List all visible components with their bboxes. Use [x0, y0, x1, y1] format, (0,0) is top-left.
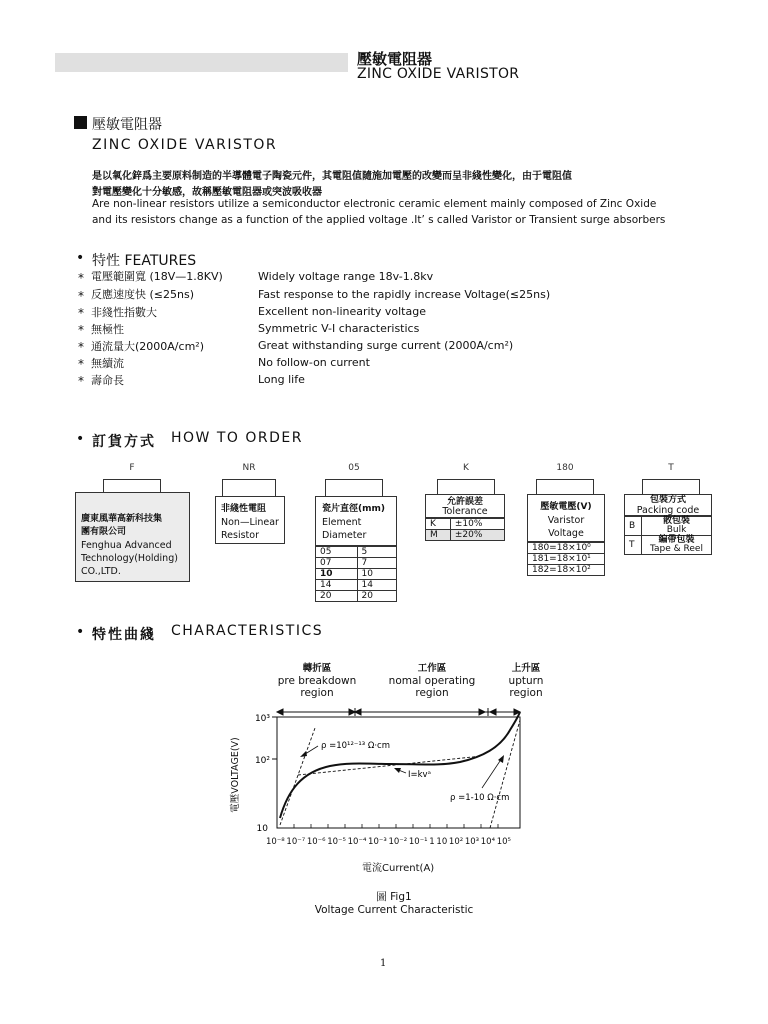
intro-zh-line2: 對電壓變化十分敏感，故稱壓敏電阻器或突波吸收器 [92, 187, 322, 198]
dashed-asymptote [280, 728, 315, 825]
region-zh: 轉折區 [302, 663, 332, 674]
table-row [528, 554, 605, 565]
table-cell: 14 [357, 580, 396, 591]
resistor-zh: 非綫性電阻 [221, 504, 267, 514]
table-cell: B [625, 517, 642, 536]
table-cell: 181=18×10¹ [528, 554, 605, 565]
region-label [496, 663, 556, 699]
char-title-en: CHARACTERISTICS [171, 623, 324, 639]
table-cell: K [426, 519, 451, 530]
table-cell: ±10% [450, 519, 504, 530]
vi-curve-chart [220, 700, 540, 860]
feature-zh: 無極性 [91, 323, 124, 336]
arrow-head [300, 751, 307, 757]
y-tick-label: 10² [254, 756, 270, 766]
arrow-head [394, 768, 401, 773]
table-row [625, 536, 712, 555]
table-cell: 05 [316, 547, 358, 558]
table-cell: 20 [316, 591, 358, 602]
table-row [426, 519, 505, 530]
order-bracket [536, 479, 594, 480]
table-cell: 20 [357, 591, 396, 602]
chart-xticks: 10⁻⁸ 10⁻⁷ 10⁻⁶ 10⁻⁵ 10⁻⁴ 10⁻³ 10⁻² 10⁻¹ 1 10 10² 10³ 10⁴ 10⁵ [266, 837, 511, 847]
order-code: F [129, 463, 135, 473]
order-bracket [160, 479, 161, 492]
region-label [262, 663, 372, 699]
chart-ylabel: 電壓VOLTAGE(V) [230, 737, 241, 813]
table-row [316, 591, 397, 602]
voltage-box [527, 494, 605, 542]
annotation-rho-low: ρ =1-10 Ω·cm [450, 793, 510, 803]
table-cell: ±20% [450, 530, 504, 541]
char-title-zh: 特性曲綫 [92, 627, 156, 643]
order-bracket [325, 479, 326, 496]
table-row [316, 558, 397, 569]
order-bracket [593, 479, 594, 494]
chart-xlabel: 電流Current(A) [362, 863, 435, 874]
y-tick-label: 10³ [254, 714, 270, 724]
order-bracket [437, 479, 495, 480]
table-cell: 7 [357, 558, 396, 569]
region-en2: region [509, 687, 543, 699]
voltage-en2: Voltage [548, 528, 584, 539]
x-ticks [294, 824, 498, 828]
feature-star: * [78, 374, 84, 388]
order-bullet: • [76, 431, 85, 447]
resistor-box [215, 496, 285, 544]
region-arrows [277, 708, 520, 716]
feature-zh: 無續流 [91, 357, 124, 370]
intro-zh-line1: 是以氧化鋅爲主要原料制造的半導體電子陶瓷元件，其電阻值隨施加電壓的改變而呈非綫性變化，由于電阻值 [92, 171, 572, 182]
resistor-en1: Non—Linear [221, 517, 279, 528]
features-title: 特性 FEATURES [92, 253, 197, 269]
table-row [528, 543, 605, 554]
feature-star: * [78, 271, 84, 285]
region-zh: 工作區 [417, 663, 447, 674]
annotation-i: I=kvᵃ [408, 770, 431, 780]
feature-en: No follow-on current [258, 356, 370, 369]
order-bracket [699, 479, 700, 494]
feature-en: Excellent non-linearity voltage [258, 305, 426, 318]
packing-row-zh: 編帶包裝 [658, 535, 695, 545]
voltage-zh: 壓敏電壓(V) [540, 502, 592, 512]
region-en1: upturn [508, 675, 544, 687]
table-row [528, 565, 605, 576]
company-en2: Technology(Holding) [81, 553, 178, 564]
feature-zh: 電壓範圍寬 (18V—1.8KV) [91, 270, 223, 283]
region-zh: 上升區 [511, 663, 541, 674]
feature-zh: 壽命長 [91, 374, 124, 387]
section-square-icon [74, 116, 87, 129]
tolerance-en: Tolerance [442, 506, 488, 517]
section-title-en: ZINC OXIDE VARISTOR [92, 137, 278, 153]
arrow-head [498, 755, 504, 763]
table-cell: 07 [316, 558, 358, 569]
feature-star: * [78, 357, 84, 371]
arrow-head [355, 709, 361, 715]
diameter-zh: 瓷片直徑(mm) [322, 504, 385, 514]
company-box [75, 492, 190, 582]
table-row [426, 530, 505, 541]
feature-zh: 通流量大(2000A/cm²) [91, 340, 204, 353]
order-bracket [222, 479, 276, 480]
annotation-rho-high: ρ =10¹²⁻¹³ Ω·cm [321, 741, 391, 751]
order-title-en: HOW TO ORDER [171, 430, 303, 446]
company-en1: Fenghua Advanced [81, 540, 172, 551]
order-code: 05 [348, 463, 360, 473]
diameter-en1: Element [322, 517, 362, 528]
section-title-zh: 壓敏電阻器 [92, 117, 162, 133]
voltage-table [527, 542, 605, 576]
table-row [625, 517, 712, 536]
order-bracket [642, 479, 643, 494]
order-bracket [325, 479, 383, 480]
feature-zh: 反應速度快 (≤25ns) [91, 288, 194, 301]
order-bracket [222, 479, 223, 496]
tolerance-box [425, 494, 505, 518]
table-row [316, 569, 397, 580]
table-cell: T [625, 536, 642, 555]
features-bullet: • [76, 250, 85, 266]
packing-box [624, 494, 712, 516]
arrow-head [490, 709, 496, 715]
company-zh1: 廣東風華高新科技集 [81, 514, 163, 524]
figure-caption-en: Voltage Current Characteristic [314, 904, 474, 916]
table-row [316, 547, 397, 558]
table-cell: 5 [357, 547, 396, 558]
table-cell: 10 [316, 569, 358, 580]
table-cell: 182=18×10² [528, 565, 605, 576]
region-en2: region [415, 687, 449, 699]
dashed-asymptote [298, 756, 482, 775]
company-zh2: 團有限公司 [81, 527, 127, 537]
packing-row-zh: 散包裝 [662, 516, 690, 526]
table-cell: 10 [357, 569, 396, 580]
annotation-arrow [482, 758, 502, 788]
order-code: NR [242, 463, 256, 473]
order-bracket [494, 479, 495, 494]
tolerance-table [425, 518, 505, 541]
figure-caption-zh: 圖 Fig1 [376, 891, 412, 903]
diameter-box [315, 496, 397, 546]
feature-star: * [78, 340, 84, 354]
char-bullet: • [76, 624, 85, 640]
table-row [316, 580, 397, 591]
page-number: 1 [380, 958, 387, 969]
intro-en-line1: Are non-linear resistors utilize a semiconductor electronic ceramic element mainly composed of Zinc Oxide [92, 198, 657, 210]
order-bracket [642, 479, 700, 480]
header-bar [55, 53, 348, 72]
table-cell: 180=18×10⁰ [528, 543, 605, 554]
arrow-head [277, 709, 283, 715]
diameter-table [315, 546, 397, 602]
order-bracket [437, 479, 438, 494]
feature-star: * [78, 323, 84, 337]
region-en1: nomal operating [388, 675, 476, 687]
feature-en: Widely voltage range 18v-1.8kv [258, 270, 434, 283]
order-bracket [536, 479, 537, 494]
order-bracket [275, 479, 276, 496]
feature-star: * [78, 306, 84, 320]
order-bracket [103, 479, 104, 492]
packing-row-en: Tape & Reel [650, 544, 703, 554]
order-code: K [463, 463, 469, 473]
region-label [377, 663, 487, 699]
feature-en: Fast response to the rapidly increase Voltage(≤25ns) [258, 288, 551, 301]
order-bracket [103, 479, 161, 480]
header-title-zh: 壓敏電阻器 [357, 50, 433, 68]
packing-zh: 包裝方式 [649, 495, 686, 505]
voltage-en1: Varistor [547, 515, 585, 526]
order-code: T [668, 463, 674, 473]
resistor-en2: Resistor [221, 530, 259, 541]
tolerance-zh: 允許誤差 [446, 497, 483, 507]
order-bracket [382, 479, 383, 496]
feature-zh: 非綫性指數大 [91, 306, 157, 319]
feature-en: Great withstanding surge current (2000A/cm²) [258, 339, 514, 352]
order-title-zh: 訂貨方式 [92, 434, 156, 450]
packing-table [624, 516, 712, 555]
company-en3: CO.,LTD. [81, 566, 121, 577]
region-en2: region [300, 687, 334, 699]
packing-row-en: Bulk [666, 525, 687, 535]
arrow-head [479, 709, 485, 715]
order-code: 180 [556, 463, 574, 473]
feature-star: * [78, 289, 84, 303]
feature-en: Symmetric V-I characteristics [258, 322, 420, 335]
feature-en: Long life [258, 373, 305, 386]
y-tick-label: 10 [256, 824, 268, 834]
intro-en-line2: and its resistors change as a function of the applied voltage .It’ s called Varistor or Transient surge absorbers [92, 214, 666, 226]
table-cell: 14 [316, 580, 358, 591]
diameter-en2: Diameter [322, 530, 367, 541]
table-cell: M [426, 530, 451, 541]
region-en1: pre breakdown [277, 675, 357, 687]
header-title-en: ZINC OXIDE VARISTOR [357, 66, 520, 82]
packing-en: Packing code [636, 504, 700, 516]
